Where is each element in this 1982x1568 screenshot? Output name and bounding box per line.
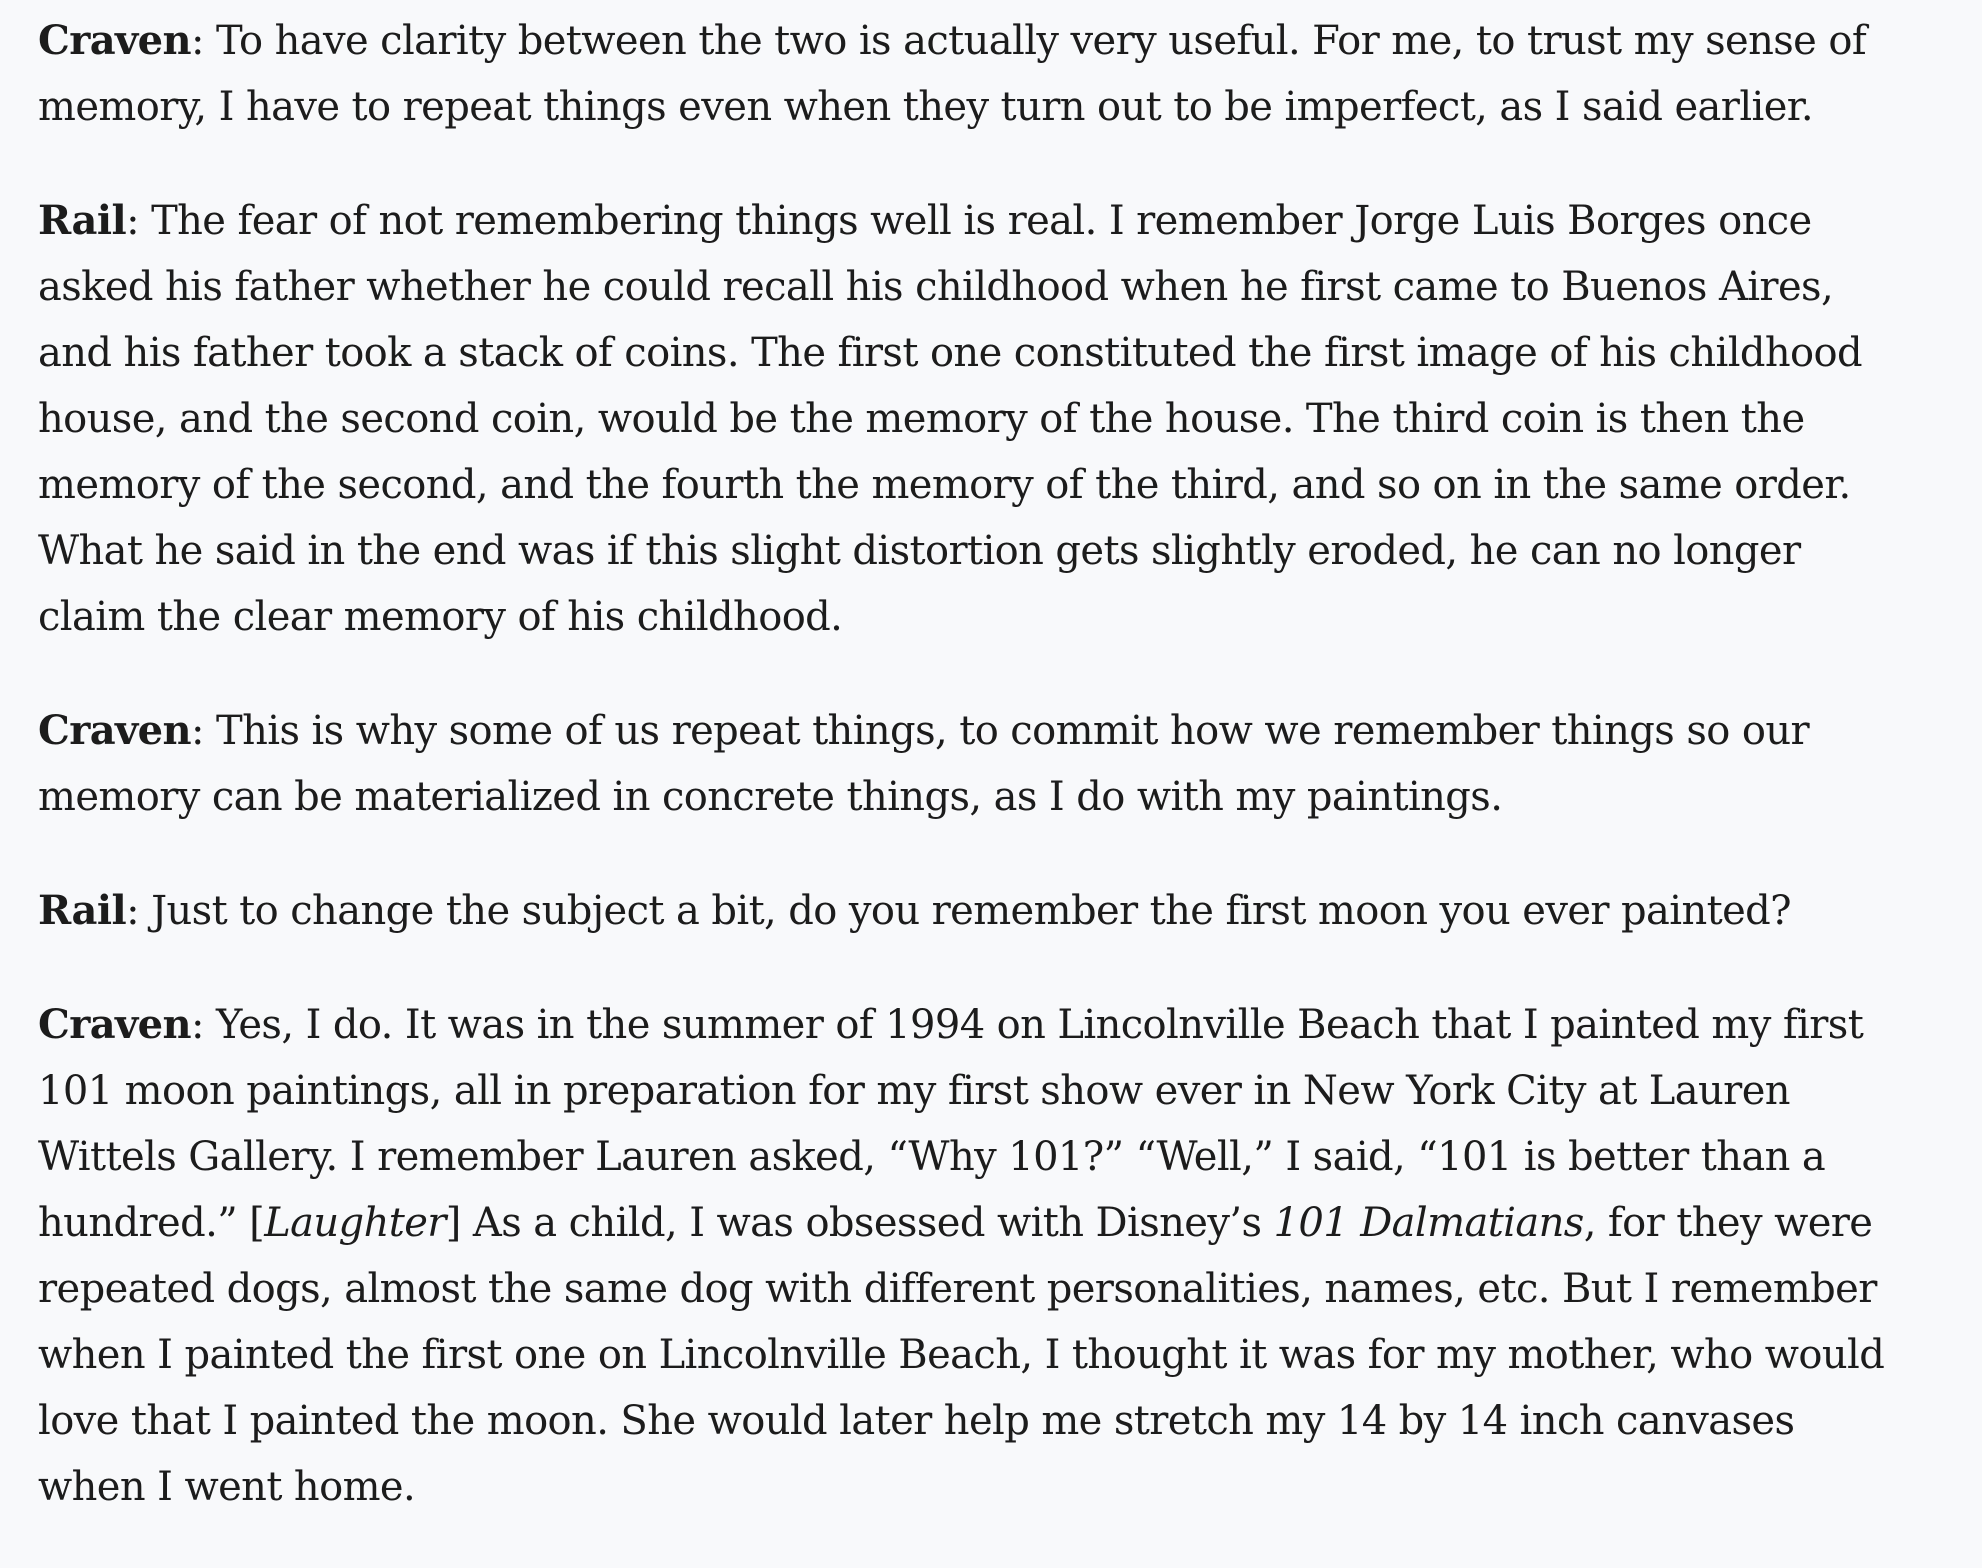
text-line: memory, I have to repeat things even when they turn out to be imperfect, as I said earlier.: [38, 84, 1814, 130]
text-line: What he said in the end was if this slight distortion gets slightly eroded, he can no longer: [38, 528, 1801, 574]
speaker-name: Rail: [38, 197, 127, 244]
paragraph-rail-1: [38, 188, 1958, 650]
text-line: 101 moon paintings, all in preparation for my first show ever in New York City at Lauren: [38, 1068, 1790, 1114]
speaker-name: Craven: [38, 707, 192, 754]
speaker-name: Craven: [38, 17, 192, 64]
paragraph-rail-2: [38, 878, 1958, 944]
line-text: : To have clarity between the two is actually very useful. For me, to trust my sense of: [191, 18, 1867, 64]
italic-film-title: 101 Dalmatians: [1273, 1200, 1584, 1246]
text-line: love that I painted the moon. She would later help me stretch my 14 by 14 inch canvases: [38, 1398, 1795, 1444]
line-text: , for they were: [1583, 1200, 1873, 1246]
line-text: ] As a child, I was obsessed with Disney’s: [445, 1200, 1274, 1246]
text-line: [38, 878, 1958, 944]
text-line: memory of the second, and the fourth the memory of the third, and so on in the same order.: [38, 462, 1851, 508]
paragraph-craven-1: [38, 8, 1958, 140]
line-text: : This is why some of us repeat things, to commit how we remember things so our: [191, 708, 1810, 754]
text-line: when I went home.: [38, 1464, 416, 1510]
line-text: hundred.” [: [38, 1200, 265, 1246]
text-line: [38, 188, 1958, 254]
text-line: house, and the second coin, would be the memory of the house. The third coin is then the: [38, 396, 1805, 442]
text-line: claim the clear memory of his childhood.: [38, 594, 843, 640]
text-line: memory can be materialized in concrete things, as I do with my paintings.: [38, 774, 1503, 820]
text-line: asked his father whether he could recall his childhood when he first came to Buenos Aires,: [38, 264, 1834, 310]
text-line: [38, 1190, 1958, 1256]
text-line: [38, 698, 1958, 764]
speaker-name: Craven: [38, 1001, 192, 1048]
italic-laughter: Laughter: [264, 1200, 446, 1246]
line-text: : Yes, I do. It was in the summer of 1994 on Lincolnville Beach that I painted my first: [191, 1002, 1864, 1048]
interview-article: [38, 8, 1958, 1568]
text-line: repeated dogs, almost the same dog with different personalities, names, etc. But I remember: [38, 1266, 1877, 1312]
text-line: [38, 992, 1958, 1058]
text-line: when I painted the first one on Lincolnville Beach, I thought it was for my mother, who would: [38, 1332, 1885, 1378]
text-line: [38, 8, 1958, 74]
paragraph-craven-3: [38, 992, 1958, 1520]
line-text: : The fear of not remembering things well is real. I remember Jorge Luis Borges once: [126, 198, 1812, 244]
line-text: : Just to change the subject a bit, do you remember the first moon you ever painted?: [126, 888, 1792, 934]
speaker-name: Rail: [38, 887, 127, 934]
text-line: and his father took a stack of coins. The first one constituted the first image of his childhood: [38, 330, 1863, 376]
paragraph-craven-2: [38, 698, 1958, 830]
text-line: Wittels Gallery. I remember Lauren asked, “Why 101?” “Well,” I said, “101 is better than a: [38, 1134, 1826, 1180]
